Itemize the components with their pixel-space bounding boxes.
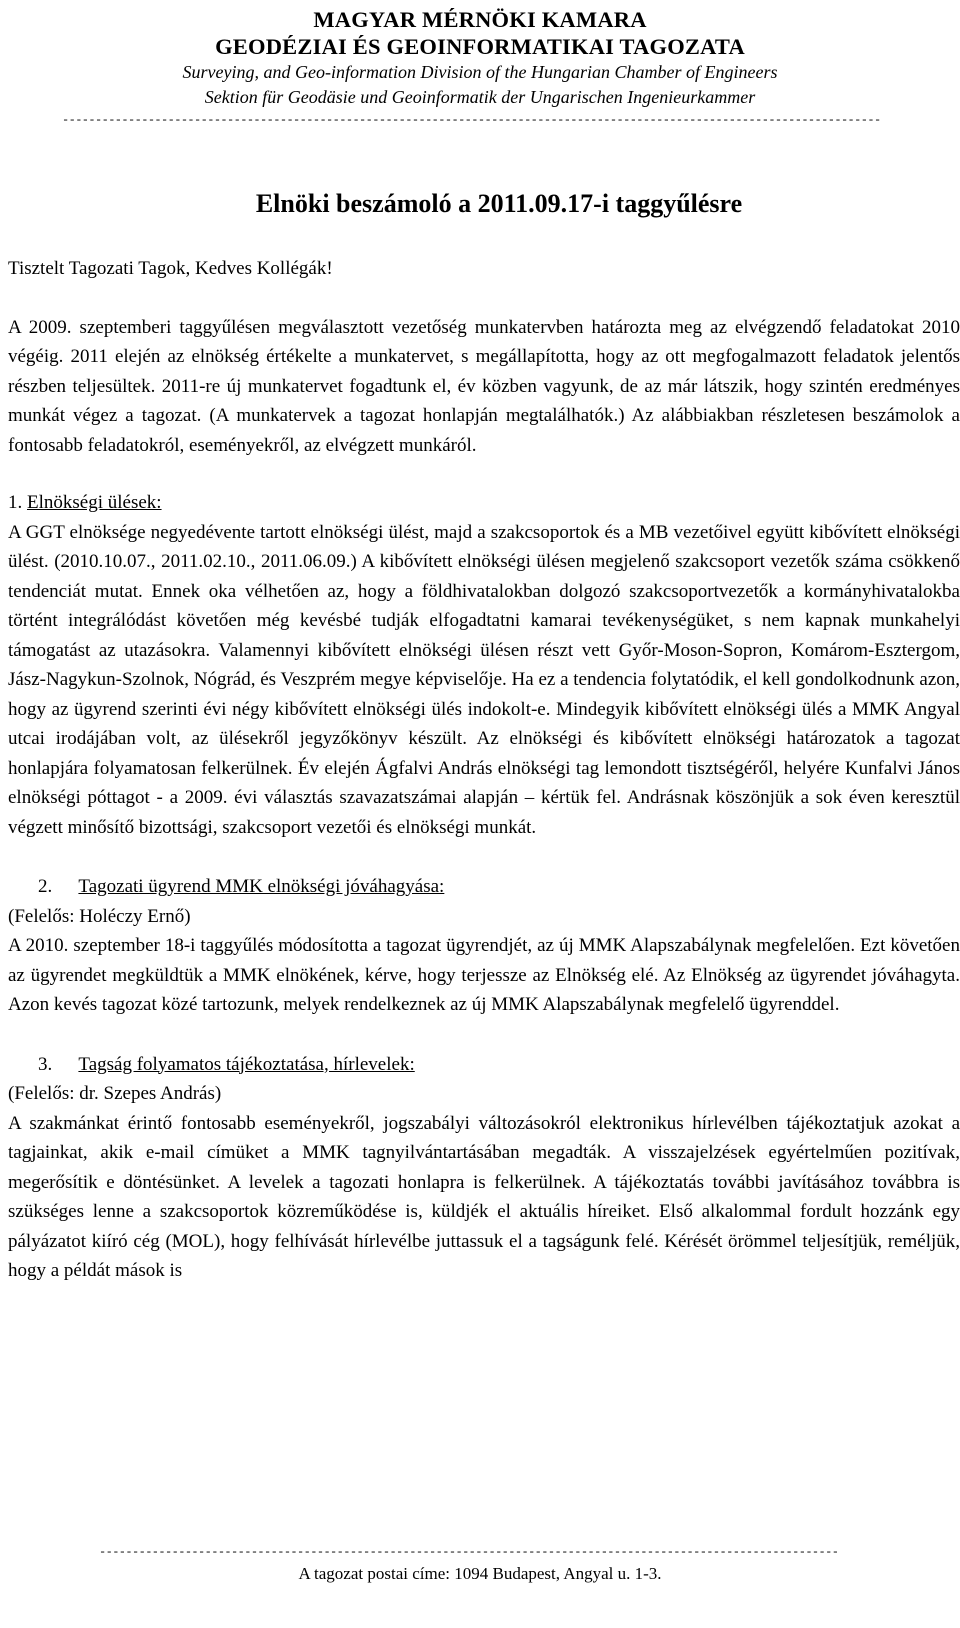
section-responsible-3: (Felelős: dr. Szepes András) [8,1083,222,1104]
section-body-3: A szakmánkat érintő fontosabb eseményekről, jogszabályi változásokról elektronikus hírlevélben tájékoztatjuk azokat a tagjainkat, akik e-mail címüket a MMK tagnyilvántartásában megadták. A visszajelzések egyértelműen pozitívak, megerősítik e döntésünket. A levelek a tagozati honlapra is felkerülnek. A tájékoztatás további javításához továbbra is szükséges lenne a szakcsoportok közreműködése is, küldjék el aktuális híreiket. Első alkalommal fordult hozzánk egy pályázatot kiíró cég (MOL), hogy felhívását hírlevélbe juttassuk el a tagságunk felé. Kérését örömmel teljesítjük, reméljük, hogy a példát mások is [8,1112,960,1281]
org-name-line2: GEODÉZIAI ÉS GEOINFORMATIKAI TAGOZATA [215,34,745,59]
org-name-german: Sektion für Geodäsie und Geoinformatik der Ungarischen Ingenieurkammer [204,87,756,107]
org-name-english: Surveying, and Geo-information Division of the Hungarian Chamber of Engineers [182,62,778,82]
letterhead [0,0,960,127]
section-body-2: A 2010. szeptember 18-i taggyűlés módosította a tagozat ügyrendjét, az új MMK Alapszabálynak megfelelően. Ezt követően az ügyrendet megküldtük a MMK elnökének, kérve, hogy terjessze az Elnökség elé. Az Elnökség az ügyrendet jóváhagyta. Azon kevés tagozat közé tartozunk, melyek rendelkeznek az új MMK Alapszabálynak megfelelő ügyrenddel. [8,935,960,1015]
intro-paragraph: A 2009. szeptemberi taggyűlésen megválasztott vezetőség munkatervben határozta meg az elvégzendő feladatokat 2010 végéig. 2011 elején az elnökség értékelte a munkatervet, s megállapította, hogy az ott megfogalmazott feladatok jelentős részben teljesültek. 2011-re új munkatervet fogadtunk el, év közben vagyunk, de az már látszik, hogy szintén eredményes munkát végez a tagozat. (A munkatervek a tagozat honlapján megtalálhatók.) Az alábbiakban részletesen beszámolok a fontosabb feladatokról, eseményekről, az elvégzett munkáról. [8,316,960,456]
section-number: 3. [38,1053,53,1075]
postal-address: A tagozat postai címe: 1094 Budapest, Angyal u. 1-3. [298,1564,662,1583]
salutation: Tisztelt Tagozati Tagok, Kedves Kollégák! [8,258,333,279]
section-responsible-2: (Felelős: Holéczy Ernő) [8,905,191,927]
section-heading-1 [8,488,960,518]
section-number: 1. [8,492,23,513]
section-number: 2. [38,876,53,897]
report-title: Elnöki beszámoló a 2011.09.17-i taggyűlésre [255,189,743,218]
header-separator: ---------------------------------------------------------------------------------------------------------------------------- [62,113,881,127]
section-heading-3 [8,1050,960,1080]
footer-separator: ---------------------------------------------------------------------------------------------------------------- [99,1545,839,1559]
report-body [8,254,960,1286]
section-title: Elnökségi ülések: [27,492,162,513]
page-footer [0,1545,960,1585]
section-heading-2 [8,872,960,902]
section-title: Tagozati ügyrend MMK elnökségi jóváhagyása: [78,876,445,897]
section-body-1: A GGT elnöksége negyedévente tartott elnökségi ülést, majd a szakcsoportok és a MB vezetőivel együtt kibővített elnökségi ülést. (2010.10.07., 2011.02.10., 2011.06.09.) A kibővített elnökségi ülésen megjelenő szakcsoport vezetők száma csökkenő tendenciát mutat. Ennek oka vélhetően az, hogy a földhivatalokban dolgozó szakcsoportvezetők a kormányhivatalokba történt integrálódást követően még kevésbé tudják elfogadtatni kamarai tevékenységüket, s nem kapnak munkahelyi támogatást az utazásokra. Valamennyi kibővített elnökségi ülésen részt vett Győr-Moson-Sopron, Komárom-Esztergom, Jász-Nagykun-Szolnok, Nógrád, és Veszprém megye képviselője. Ha ez a tendencia folytatódik, el kell gondolkodnunk azon, hogy az ügyrend szerinti évi négy kibővített elnökségi ülés indokolt-e. Mindegyik kibővített elnökségi ülés a MMK Angyal utcai irodájában volt, az ülésekről jegyzőkönyv készült. Az elnökségi és kibővített elnökségi határozatok a tagozat honlapjára folyamatosan felkerülnek. Év elején Ágfalvi András elnökségi tag lemondott tisztségéről, helyére Kunfalvi János elnökségi póttagot - a 2009. évi választás szavazatszámai alapján – kértük fel. Andrásnak köszönjük a sok éven keresztül végzett minősítő bizottsági, szakcsoport vezetői és elnökségi munkát. [8,521,960,838]
section-title: Tagság folyamatos tájékoztatása, hírlevelek: [78,1053,415,1075]
org-name-line1: MAGYAR MÉRNÖKI KAMARA [313,7,647,32]
